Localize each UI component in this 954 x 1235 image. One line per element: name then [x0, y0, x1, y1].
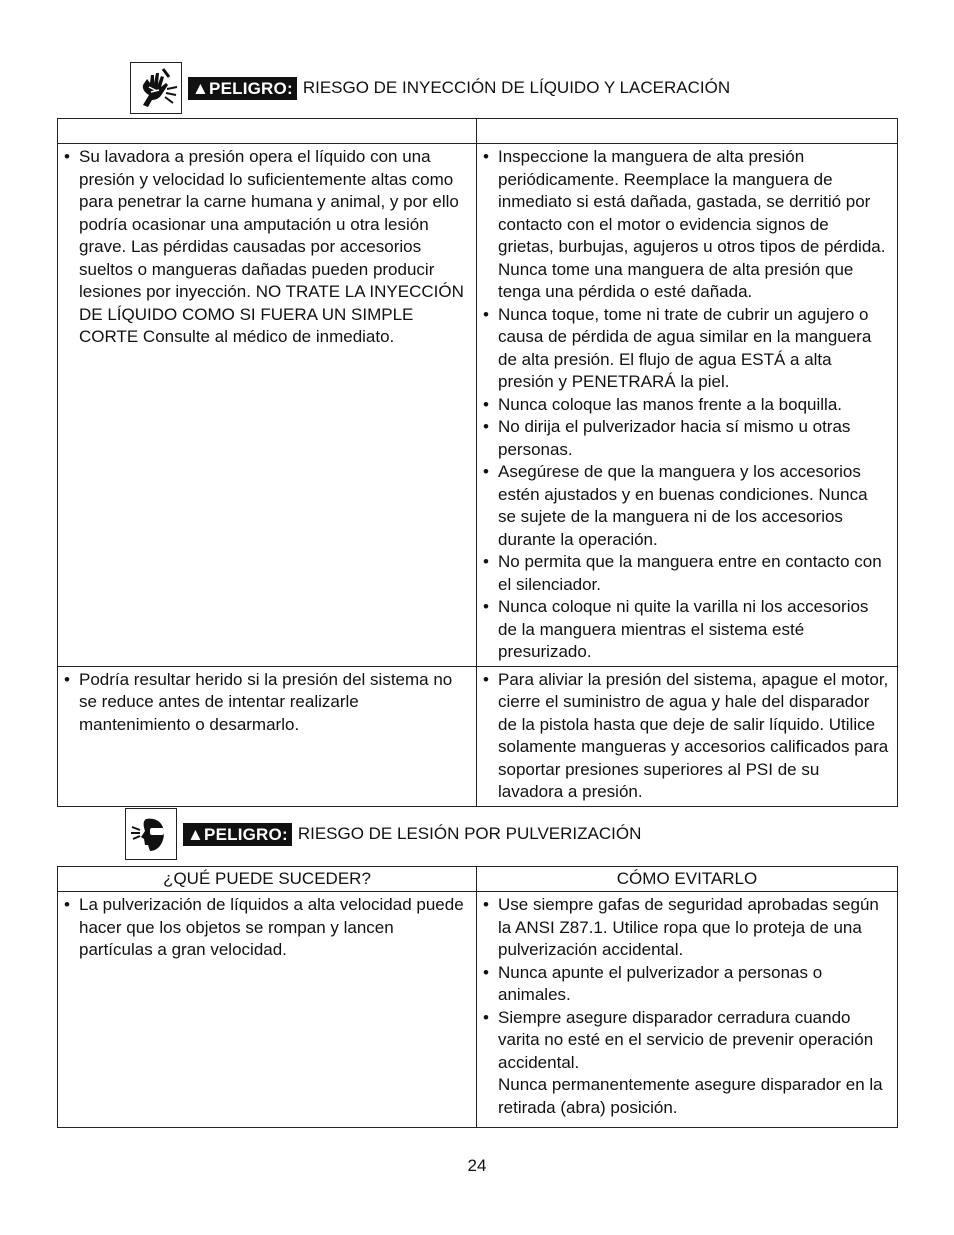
hazard-title: RIESGO DE LESIÓN POR PULVERIZACIÓN	[297, 824, 642, 843]
hand-injection-icon	[130, 62, 182, 114]
prevention-cell	[477, 666, 898, 806]
table-row	[58, 144, 898, 667]
page-number: 24	[467, 1156, 487, 1175]
prevention-cell	[477, 892, 898, 1128]
hazard-header-spray	[125, 808, 641, 860]
hazard-title: RIESGO DE INYECCIÓN DE LÍQUIDO Y LACERACIÓN	[302, 78, 731, 97]
list-item: • Para aliviar la presión del sistema, apague el motor, cierre el suministro de agua y hale del disparador de la pistola hasta que deje de salir líquido. Utilice solamente mangueras y accesorios calificados para soportar presiones superiores al PSI de su lavadora a presión.	[483, 669, 889, 804]
list-item: • Nunca apunte el pulverizador a personas o animales.	[483, 962, 889, 1007]
danger-badge: ▲PELIGRO:	[183, 823, 292, 846]
face-goggles-icon	[125, 808, 177, 860]
injection-hazard-table	[57, 118, 898, 807]
list-item: • Siempre asegure disparador cerradura cuando varita no esté en el servicio de prevenir operación accidental.	[483, 1007, 889, 1075]
list-item: • Su lavadora a presión opera el líquido con una presión y velocidad lo suficientemente altas como para penetrar la carne humana y animal, y por ello podría ocasionar una amputación u otra lesión grave. Las pérdidas causadas por accesorios sueltos o mangueras dañadas pueden producir lesiones por inyección. NO TRATE LA INYECCIÓN DE LÍQUIDO COMO SI FUERA UN SIMPLE CORTE Consulte al médico de inmediato.	[64, 146, 468, 349]
list-item: • Asegúrese de que la manguera y los accesorios estén ajustados y en buenas condiciones. Nunca se sujete de la manguera ni de los accesorios durante la operación.	[483, 461, 889, 551]
hazard-description-cell	[58, 892, 477, 1128]
list-item: • Nunca coloque las manos frente a la boquilla.	[483, 394, 889, 417]
list-item: • No permita que la manguera entre en contacto con el silenciador.	[483, 551, 889, 596]
table-header-row	[58, 119, 898, 144]
list-item: • Nunca toque, tome ni trate de cubrir un agujero o causa de pérdida de agua similar en la manguera de alta presión. El flujo de agua ESTÁ a alta presión y PENETRARÁ la piel.	[483, 304, 889, 394]
list-item: • La pulverización de líquidos a alta velocidad puede hacer que los objetos se rompan y lancen partículas a gran velocidad.	[64, 894, 468, 962]
hazard-header-injection	[130, 62, 730, 114]
hazard-description-cell	[58, 666, 477, 806]
header-cell-what-can-happen: ¿QUÉ PUEDE SUCEDER?	[58, 867, 477, 892]
header-cell-how-to-avoid: CÓMO EVITARLO	[477, 867, 898, 892]
table-row	[58, 892, 898, 1128]
table-row	[58, 666, 898, 806]
prevention-cell	[477, 144, 898, 667]
list-item: • Podría resultar herido si la presión del sistema no se reduce antes de intentar realizarle mantenimiento o desarmarlo.	[64, 669, 468, 737]
list-item: • Nunca coloque ni quite la varilla ni los accesorios de la manguera mientras el sistema esté presurizado.	[483, 596, 889, 664]
list-item: • No dirija el pulverizador hacia sí mismo u otras personas.	[483, 416, 889, 461]
list-item: • Use siempre gafas de seguridad aprobadas según la ANSI Z87.1. Utilice ropa que lo proteja de una pulverización accidental.	[483, 894, 889, 962]
list-item: Nunca permanentemente asegure disparador en la retirada (abra) posición.	[498, 1075, 883, 1117]
spray-hazard-table	[57, 866, 898, 1128]
danger-badge: ▲PELIGRO:	[188, 77, 297, 100]
hazard-description-cell	[58, 144, 477, 667]
header-cell	[477, 119, 898, 144]
table-header-row	[58, 867, 898, 892]
header-cell	[58, 119, 477, 144]
list-item: • Inspeccione la manguera de alta presión periódicamente. Reemplace la manguera de inmediato si está dañada, gastada, se derritió por contacto con el motor o evidencia signos de grietas, burbujas, agujeros u otros tipos de pérdida. Nunca tome una manguera de alta presión que tenga una pérdida o esté dañada.	[483, 146, 889, 304]
